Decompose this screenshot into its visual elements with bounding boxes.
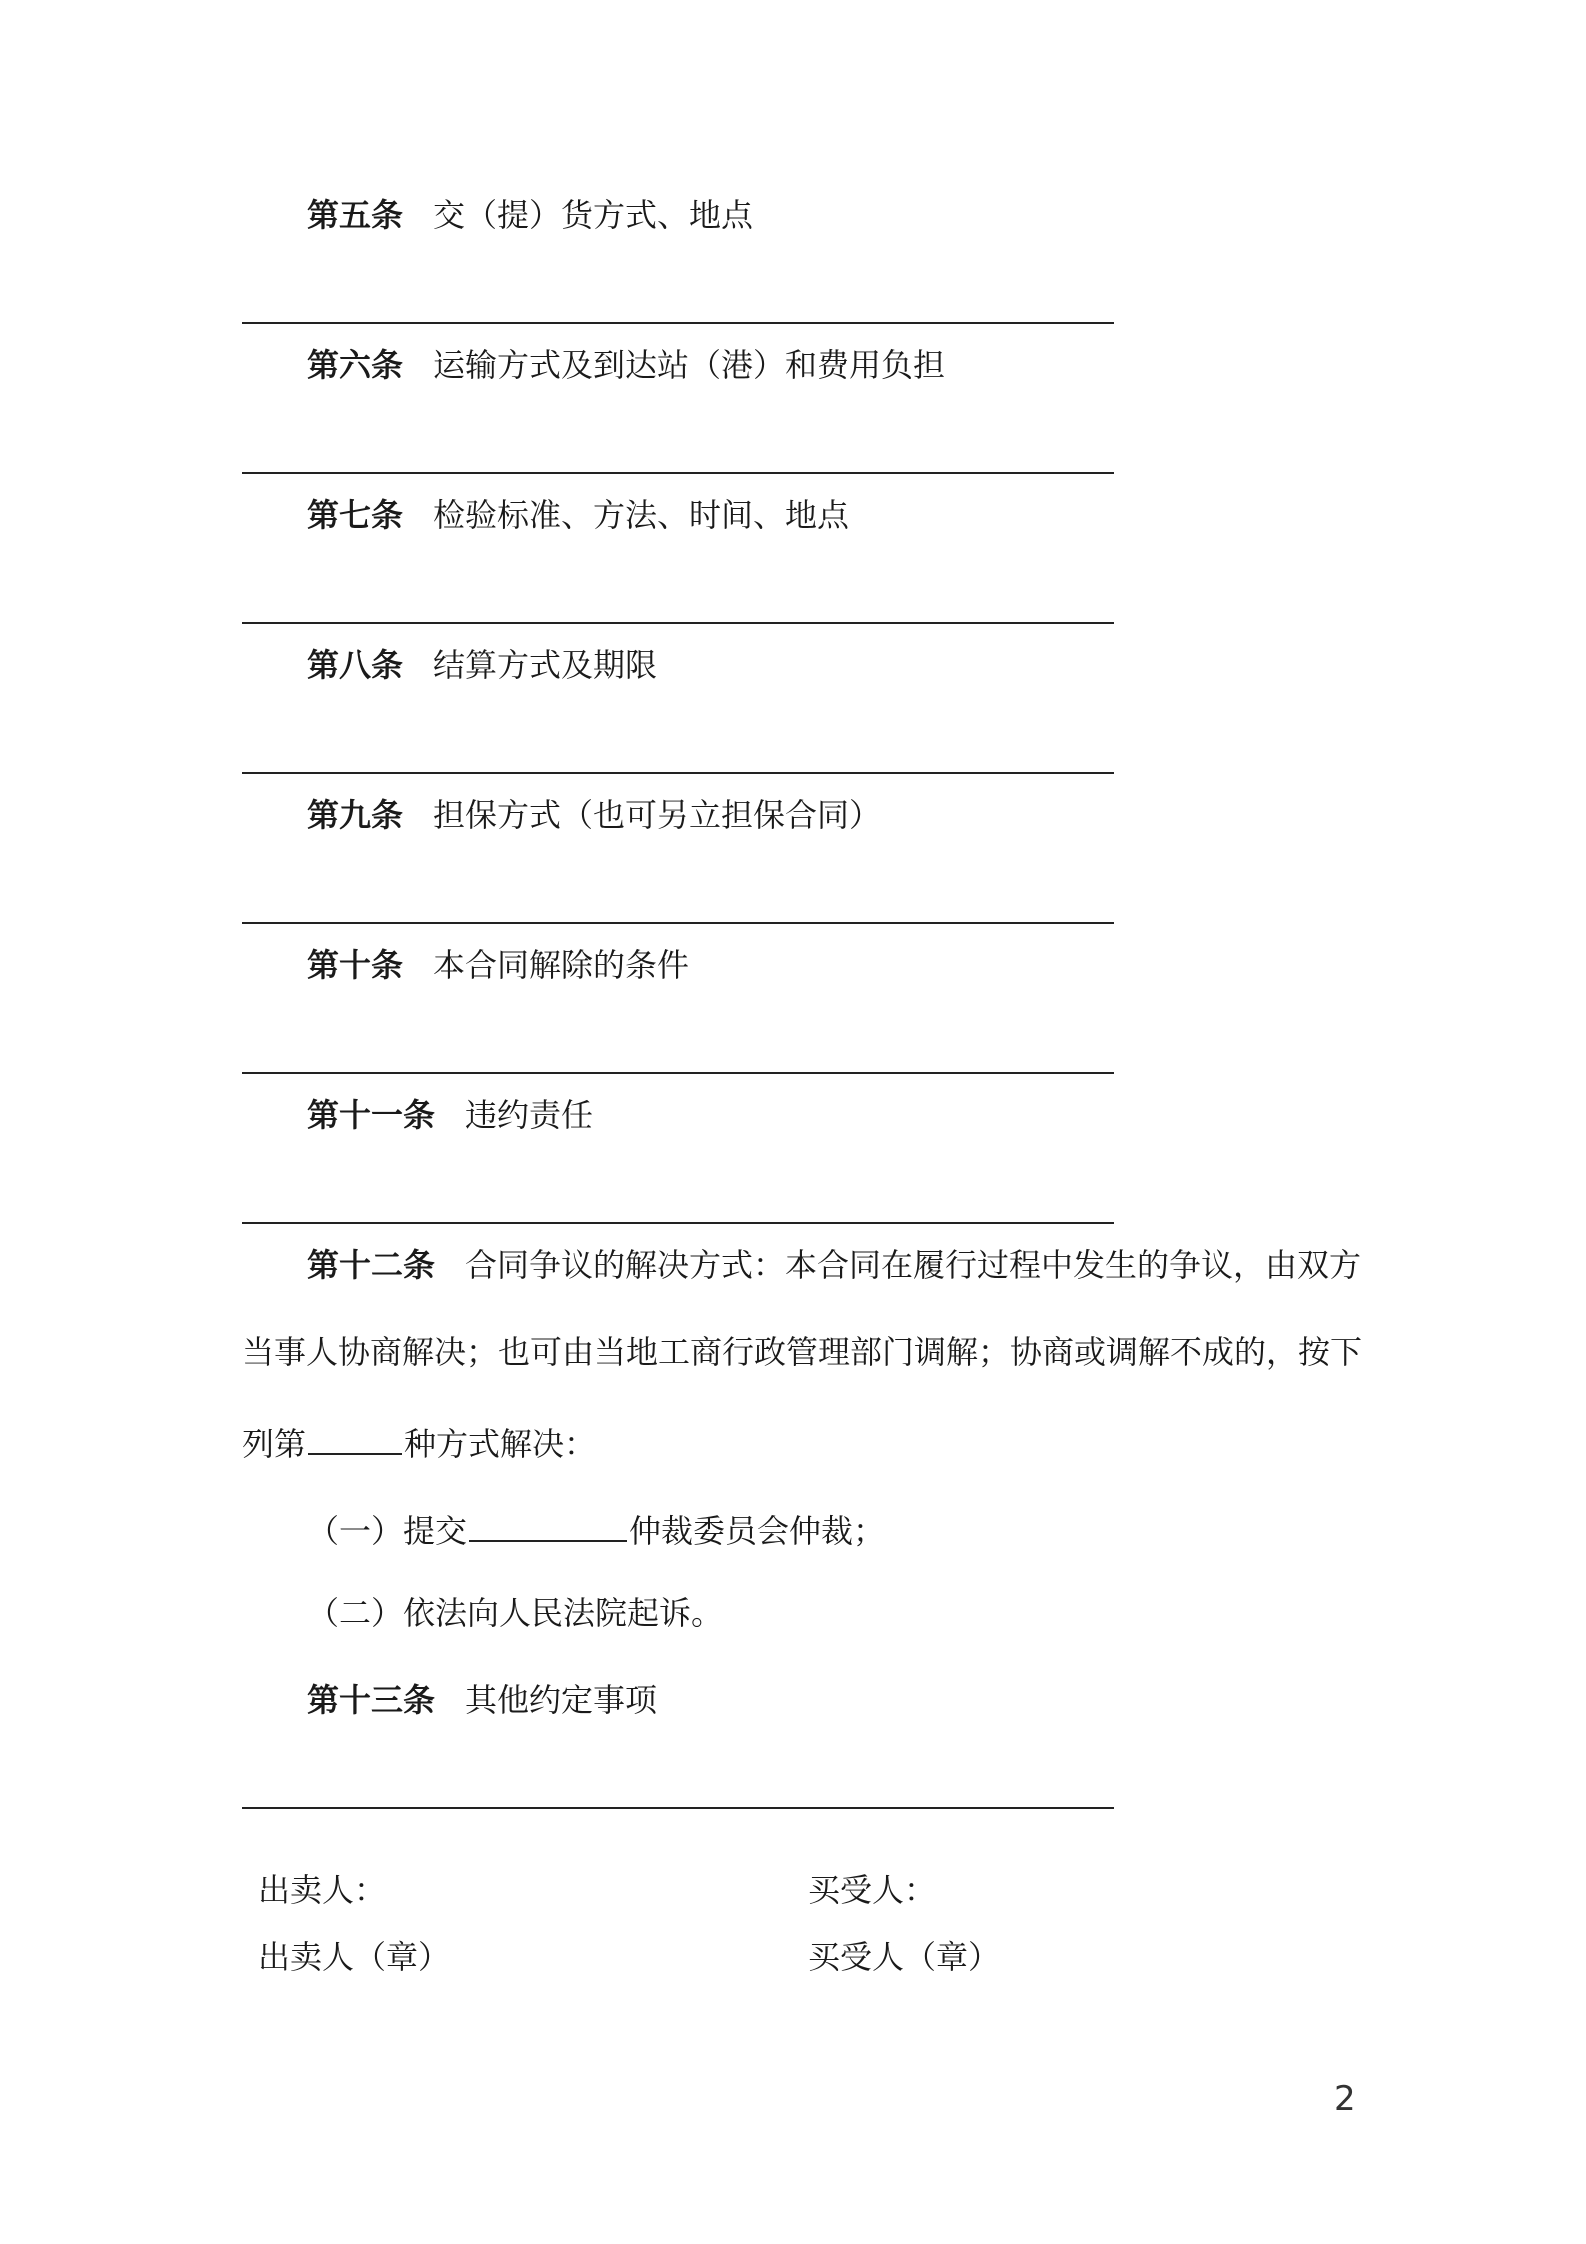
- article-heading: 第五条: [307, 196, 404, 234]
- text-after-blank: 种方式解决：: [404, 1425, 597, 1463]
- article-heading: 第七条: [307, 496, 404, 534]
- fill-in-line: [242, 1222, 1114, 1224]
- page-number: 2: [1334, 2079, 1356, 2119]
- article-text: 其他约定事项: [465, 1681, 658, 1719]
- fill-in-line: [242, 1072, 1114, 1074]
- article-13: [307, 1678, 657, 1722]
- fill-in-line: [242, 322, 1114, 324]
- article-text: 交（提）货方式、地点: [433, 196, 754, 234]
- text-before-blank: （一）提交: [307, 1512, 468, 1550]
- text-after-blank: 仲裁委员会仲裁；: [629, 1512, 886, 1550]
- buyer-seal: 买受人（章）: [808, 1938, 1001, 1976]
- article-8: [307, 643, 657, 687]
- article-11: [307, 1093, 593, 1137]
- article-12-line-3: [242, 1417, 596, 1466]
- fill-in-line: [242, 472, 1114, 474]
- article-text: 担保方式（也可另立担保合同）: [433, 796, 882, 834]
- article-heading: 第十三条: [307, 1681, 436, 1719]
- fill-in-line: [242, 772, 1114, 774]
- article-heading: 第十二条: [307, 1246, 436, 1284]
- article-12-option-2: （二）依法向人民法院起诉。: [307, 1594, 724, 1632]
- article-text: 合同争议的解决方式：本合同在履行过程中发生的争议，由双方: [465, 1246, 1362, 1284]
- article-heading: 第八条: [307, 646, 404, 684]
- article-9: [307, 793, 881, 837]
- fill-in-line: [242, 1807, 1114, 1809]
- article-text: 本合同解除的条件: [433, 946, 690, 984]
- article-7: [307, 493, 849, 537]
- article-5: [307, 193, 753, 237]
- article-12-option-1: [307, 1504, 885, 1553]
- arbitration-commission-blank: [469, 1504, 627, 1542]
- article-heading: 第十一条: [307, 1096, 436, 1134]
- article-6: [307, 343, 945, 387]
- article-text: 结算方式及期限: [433, 646, 658, 684]
- buyer-label: 买受人：: [808, 1871, 937, 1909]
- article-heading: 第十条: [307, 946, 404, 984]
- article-text: 检验标准、方法、时间、地点: [433, 496, 850, 534]
- option-number-blank: [308, 1417, 402, 1455]
- article-heading: 第六条: [307, 346, 404, 384]
- seller-label: 出卖人：: [258, 1871, 387, 1909]
- seller-seal: 出卖人（章）: [258, 1938, 451, 1976]
- article-12-line-2: 当事人协商解决；也可由当地工商行政管理部门调解；协商或调解不成的，按下: [242, 1333, 1363, 1371]
- article-10: [307, 943, 689, 987]
- fill-in-line: [242, 922, 1114, 924]
- article-12-line-1: [307, 1243, 1361, 1287]
- article-text: 违约责任: [465, 1096, 594, 1134]
- article-heading: 第九条: [307, 796, 404, 834]
- text-before-blank: 列第: [242, 1425, 307, 1463]
- article-text: 运输方式及到达站（港）和费用负担: [433, 346, 946, 384]
- fill-in-line: [242, 622, 1114, 624]
